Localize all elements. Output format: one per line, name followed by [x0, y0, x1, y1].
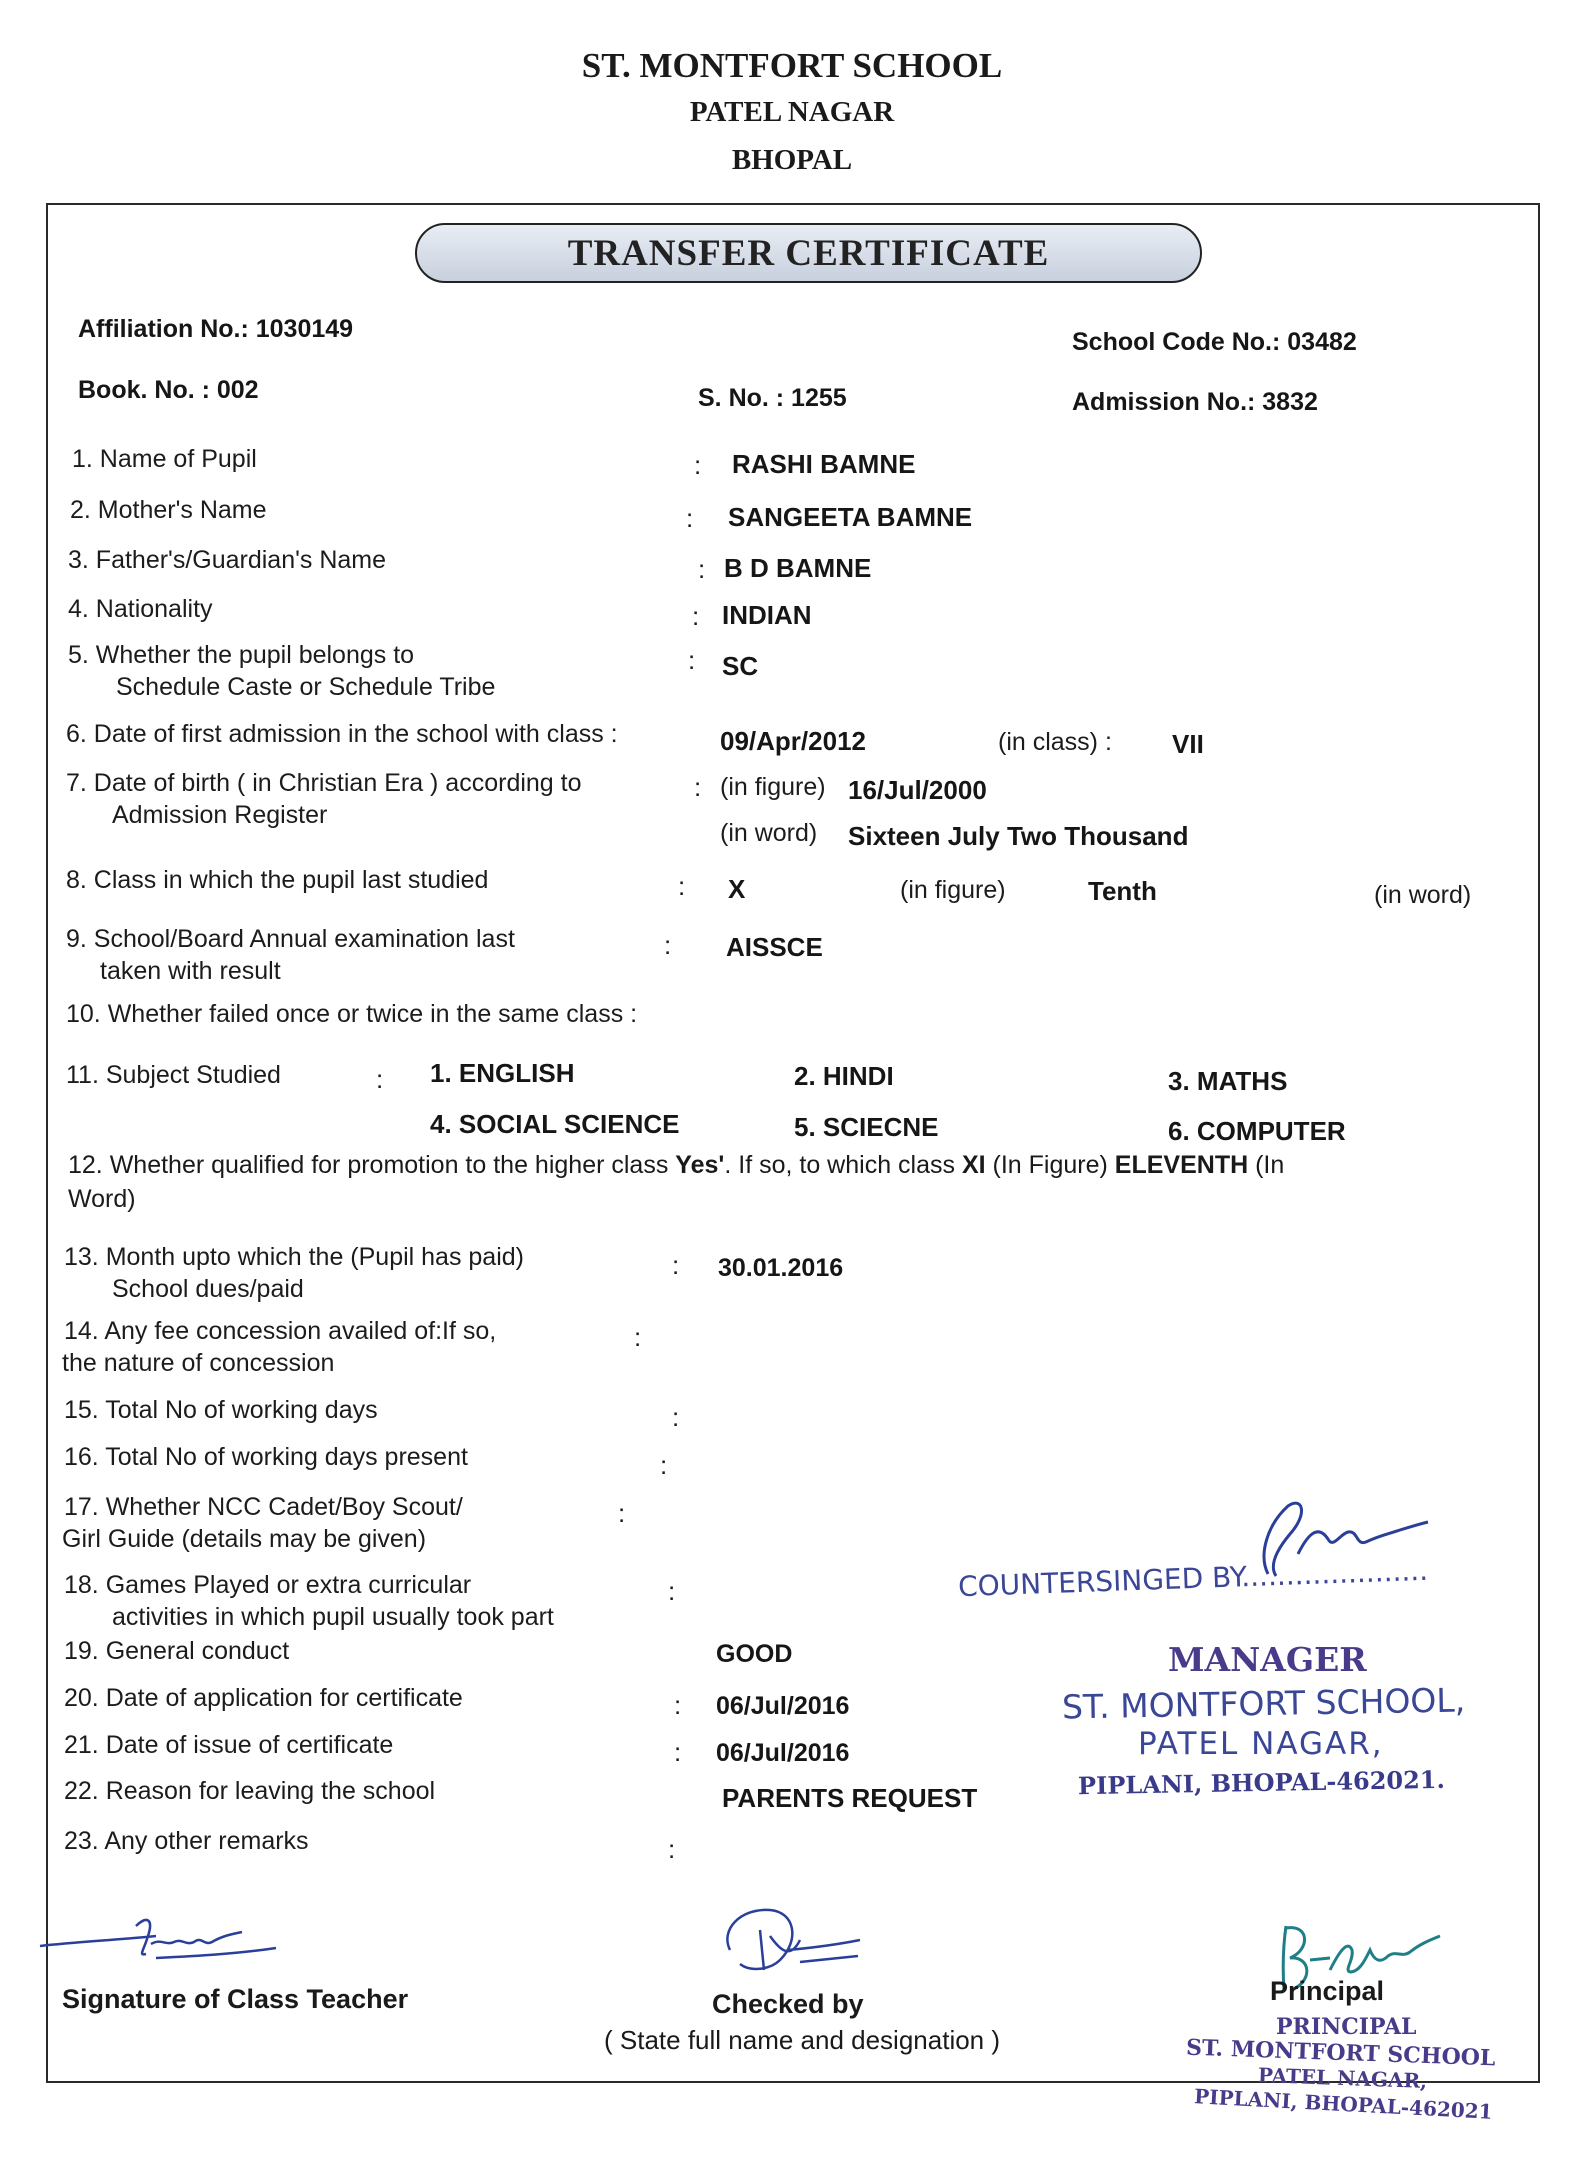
- item-2-colon: :: [686, 503, 694, 533]
- item-8-label: 8. Class in which the pupil last studied: [66, 866, 489, 894]
- item-19-value: GOOD: [716, 1640, 793, 1668]
- item-12-word-label-cont: Word): [68, 1185, 136, 1213]
- item-12-word-label: (In: [1255, 1151, 1285, 1179]
- item-5-label: 5. Whether the pupil belongs to: [68, 641, 415, 669]
- manager-stamp-school: ST. MONTFORT SCHOOL,: [1061, 1680, 1466, 1727]
- subject-4: 4. SOCIAL SCIENCE: [430, 1109, 680, 1139]
- item-8-figure-label: (in figure): [900, 876, 1006, 904]
- item-15-colon: :: [672, 1402, 680, 1432]
- item-4-colon: :: [692, 601, 700, 631]
- manager-stamp-address: PIPLANI, BHOPAL-462021.: [1077, 1764, 1446, 1801]
- item-20-value: 06/Jul/2016: [716, 1692, 850, 1720]
- item-9-colon: :: [664, 930, 672, 960]
- item-7-colon: :: [694, 772, 702, 802]
- item-21-label: 21. Date of issue of certificate: [64, 1731, 394, 1759]
- item-7-word-value: Sixteen July Two Thousand: [848, 821, 1189, 851]
- item-12-class-figure: XI: [961, 1151, 986, 1179]
- item-5-colon: :: [688, 645, 696, 675]
- item-11-colon: :: [376, 1064, 384, 1094]
- item-14-label: 14. Any fee concession availed of:If so,: [64, 1317, 497, 1345]
- item-13-label: 13. Month upto which the (Pupil has paid): [64, 1243, 524, 1271]
- item-22-value: PARENTS REQUEST: [722, 1783, 978, 1813]
- item-4-label: 4. Nationality: [68, 595, 213, 623]
- item-18-label-cont: activities in which pupil usually took part: [112, 1603, 554, 1631]
- item-17-label-cont: Girl Guide (details may be given): [62, 1525, 427, 1553]
- item-16-label: 16. Total No of working days present: [64, 1443, 468, 1471]
- checked-by-note: ( State full name and designation ): [604, 2025, 1001, 2055]
- school-city: BHOPAL: [731, 144, 853, 176]
- subject-5: 5. SCIECNE: [794, 1112, 939, 1142]
- subject-6: 6. COMPUTER: [1168, 1116, 1346, 1146]
- item-12-text-2: . If so, to which class: [724, 1151, 955, 1179]
- item-21-colon: :: [674, 1737, 682, 1767]
- certificate-title: TRANSFER CERTIFICATE: [567, 232, 1050, 274]
- item-18-colon: :: [668, 1576, 676, 1606]
- item-18-label: 18. Games Played or extra curricular: [64, 1571, 472, 1599]
- item-1-colon: :: [694, 450, 702, 480]
- principal-stamp-school: ST. MONTFORT SCHOOL: [1185, 2034, 1496, 2072]
- item-1-value: RASHI BAMNE: [732, 449, 916, 479]
- item-14-label-cont: the nature of concession: [62, 1349, 335, 1377]
- item-16-colon: :: [660, 1450, 668, 1480]
- item-6-class-label: (in class) :: [998, 728, 1112, 756]
- item-8-colon: :: [678, 871, 686, 901]
- item-7-word-label: (in word): [720, 819, 818, 847]
- item-12-line: [68, 1150, 1284, 1181]
- item-9-label-cont: taken with result: [100, 957, 281, 985]
- item-11-label: 11. Subject Studied: [66, 1061, 281, 1089]
- item-19-label: 19. General conduct: [64, 1637, 290, 1665]
- item-22-label: 22. Reason for leaving the school: [64, 1777, 436, 1805]
- checked-by-label: Checked by: [712, 1989, 864, 2019]
- item-15-label: 15. Total No of working days: [64, 1396, 378, 1424]
- item-6-label: 6. Date of first admission in the school with class :: [66, 720, 618, 748]
- certificate-title-banner: [415, 223, 1202, 283]
- item-13-value: 30.01.2016: [718, 1254, 844, 1282]
- item-13-colon: :: [672, 1250, 680, 1280]
- subject-2: 2. HINDI: [794, 1061, 894, 1091]
- class-teacher-signature-label: Signature of Class Teacher: [62, 1984, 409, 2014]
- item-12-figure-label: (In Figure): [992, 1151, 1108, 1179]
- item-8-word-label: (in word): [1374, 881, 1472, 909]
- item-12-text: 12. Whether qualified for promotion to the higher class: [68, 1151, 669, 1179]
- serial-no: S. No. : 1255: [698, 384, 847, 412]
- manager-signature: [1228, 1494, 1438, 1586]
- item-3-value: B D BAMNE: [724, 553, 872, 583]
- item-17-label: 17. Whether NCC Cadet/Boy Scout/: [64, 1493, 463, 1521]
- item-2-label: 2. Mother's Name: [70, 496, 267, 524]
- principal-label: Principal: [1270, 1976, 1385, 2006]
- item-7-label-cont: Admission Register: [112, 801, 328, 829]
- item-5-label-cont: Schedule Caste or Schedule Tribe: [116, 673, 496, 701]
- item-7-figure-label: (in figure): [720, 773, 826, 801]
- item-3-label: 3. Father's/Guardian's Name: [68, 546, 387, 574]
- item-20-colon: :: [674, 1690, 682, 1720]
- item-13-label-cont: School dues/paid: [112, 1275, 304, 1303]
- subject-1: 1. ENGLISH: [430, 1058, 575, 1088]
- item-8-value: X: [728, 874, 746, 904]
- item-7-label: 7. Date of birth ( in Christian Era ) according to: [66, 769, 582, 797]
- affiliation-no: Affiliation No.: 1030149: [78, 315, 354, 343]
- manager-stamp-area: PATEL NAGAR,: [1138, 1726, 1384, 1762]
- admission-no: Admission No.: 3832: [1072, 388, 1318, 416]
- item-21-value: 06/Jul/2016: [716, 1739, 850, 1767]
- book-no: Book. No. : 002: [78, 376, 259, 404]
- item-23-label: 23. Any other remarks: [64, 1827, 309, 1855]
- item-20-label: 20. Date of application for certificate: [64, 1684, 463, 1712]
- principal-stamp-title: PRINCIPAL: [1276, 2014, 1417, 2040]
- school-area: PATEL NAGAR: [689, 96, 895, 128]
- item-6-value: 09/Apr/2012: [720, 726, 866, 756]
- item-5-value: SC: [722, 651, 759, 681]
- item-9-value: AISSCE: [726, 932, 823, 962]
- principal-stamp-area: PATEL NAGAR,: [1257, 2063, 1428, 2093]
- item-17-colon: :: [618, 1498, 626, 1528]
- school-code-no: School Code No.: 03482: [1072, 328, 1357, 356]
- item-4-value: INDIAN: [722, 600, 812, 630]
- class-teacher-signature: [36, 1906, 286, 1976]
- checked-by-signature: [700, 1900, 870, 1990]
- item-12-class-word: ELEVENTH: [1114, 1151, 1249, 1179]
- item-12-yes: Yes': [675, 1151, 725, 1179]
- item-23-colon: :: [668, 1834, 676, 1864]
- principal-stamp-address: PIPLANI, BHOPAL-462021: [1193, 2084, 1494, 2124]
- item-9-label: 9. School/Board Annual examination last: [66, 925, 515, 953]
- item-7-figure-value: 16/Jul/2000: [848, 775, 987, 805]
- school-name: ST. MONTFORT SCHOOL: [581, 46, 1003, 85]
- item-3-colon: :: [698, 554, 706, 584]
- manager-stamp-title: MANAGER: [1168, 1640, 1367, 1679]
- countersigned-text: COUNTERSINGED BY: [957, 1560, 1242, 1604]
- subject-3: 3. MATHS: [1168, 1066, 1288, 1096]
- item-10-label: 10. Whether failed once or twice in the same class :: [66, 1000, 638, 1028]
- item-14-colon: :: [634, 1322, 642, 1352]
- item-1-label: 1. Name of Pupil: [72, 445, 257, 473]
- item-8-word-value: Tenth: [1088, 876, 1157, 906]
- item-6-class-value: VII: [1172, 729, 1204, 759]
- countersigned-dots: .....................: [1240, 1553, 1429, 1594]
- item-2-value: SANGEETA BAMNE: [728, 502, 973, 532]
